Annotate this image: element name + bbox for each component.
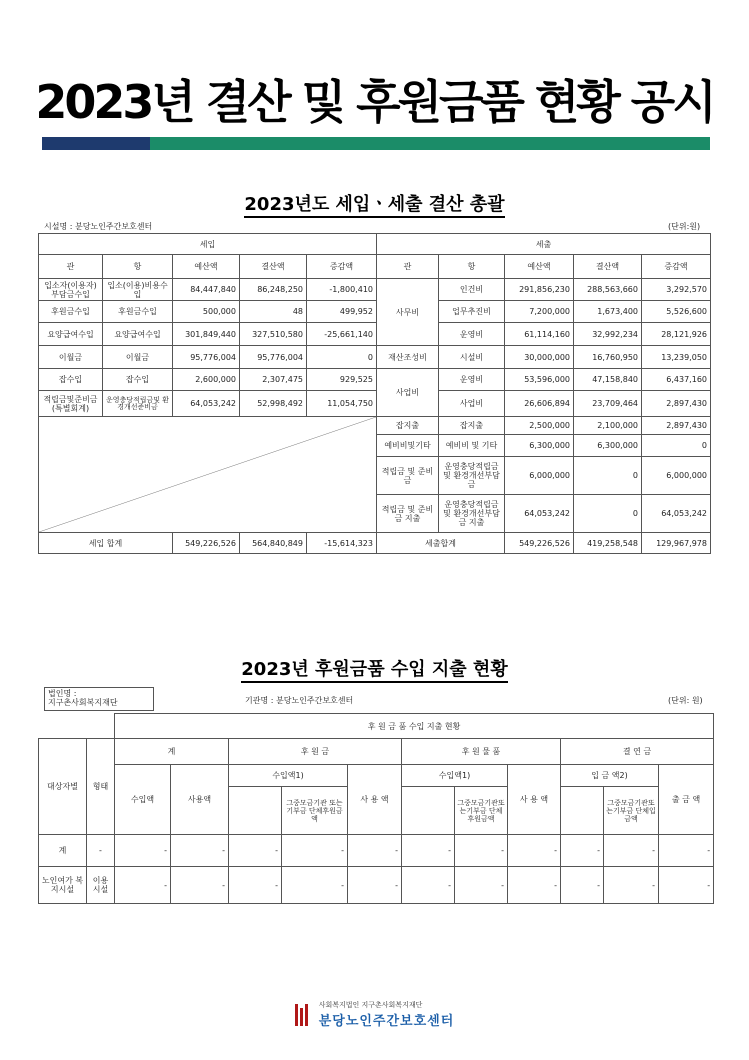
expense-diff: 2,897,430 xyxy=(642,417,711,435)
expense-hang: 운영충당적립금 및 환경개선부담금 지출 xyxy=(439,495,505,533)
cell: - xyxy=(455,835,508,867)
group-settle: 결 연 금 xyxy=(561,739,714,765)
revenue-total-diff: -15,614,323 xyxy=(307,533,377,554)
expense-hang: 사업비 xyxy=(439,391,505,417)
corp-name: 지구촌사회복지재단 xyxy=(48,698,118,707)
revenue-gwan: 요양급여수입 xyxy=(39,323,103,346)
expense-header: 세출 xyxy=(377,234,711,255)
cell: - xyxy=(348,835,402,867)
cell: - xyxy=(561,867,604,904)
table-row xyxy=(39,301,711,323)
diagonal-line xyxy=(39,417,376,532)
cell: - xyxy=(171,867,229,904)
expense-hang: 예비비 및 기타 xyxy=(439,435,505,457)
table-row xyxy=(39,391,711,417)
expense-budget: 53,596,000 xyxy=(505,369,574,391)
money-income: 수입액1) xyxy=(229,765,348,787)
cell: - xyxy=(115,835,171,867)
revenue-settled: 52,998,492 xyxy=(240,391,307,417)
money-income-blank xyxy=(229,787,282,835)
revenue-total-label: 세입 합계 xyxy=(39,533,173,554)
expense-gwan: 사업비 xyxy=(377,369,439,417)
table-row xyxy=(39,323,711,346)
revenue-hang: 운영충당적립금및 환경개선준비금 xyxy=(103,391,173,417)
table-row xyxy=(39,417,711,435)
col-target: 대상자별 xyxy=(39,739,87,835)
money-use: 사 용 액 xyxy=(348,765,402,835)
foundation-logo-icon xyxy=(295,1004,313,1026)
cell: - xyxy=(659,835,714,867)
settlement-title: 2023년도 세입ㆍ세출 결산 총괄 xyxy=(0,190,749,216)
row-target: 노인여가 복지시설 xyxy=(39,867,87,904)
unit-label: (단위: 원) xyxy=(668,696,703,705)
settle-out: 출 금 액 xyxy=(659,765,714,835)
corp-box xyxy=(44,687,154,711)
expense-gwan: 적립금 및 준비금 xyxy=(377,457,439,495)
facility-name: 시설명 : 분당노인주간보호센터 xyxy=(44,222,153,231)
group-money: 후 원 금 xyxy=(229,739,402,765)
row-type: - xyxy=(87,835,115,867)
col-header: 항 xyxy=(439,255,505,279)
revenue-diff: 0 xyxy=(307,346,377,369)
expense-gwan: 적립금 및 준비금 지출 xyxy=(377,495,439,533)
revenue-settled: 95,776,004 xyxy=(240,346,307,369)
expense-diff: 2,897,430 xyxy=(642,391,711,417)
column-header-row xyxy=(39,255,711,279)
col-header: 관 xyxy=(39,255,103,279)
row-target: 계 xyxy=(39,835,87,867)
corp-label: 법인명 : xyxy=(48,689,77,698)
revenue-settled: 327,510,580 xyxy=(240,323,307,346)
revenue-total-budget: 549,226,526 xyxy=(173,533,240,554)
cell: - xyxy=(604,835,659,867)
revenue-total-settled: 564,840,849 xyxy=(240,533,307,554)
expense-diff: 6,000,000 xyxy=(642,457,711,495)
revenue-hang: 후원금수입 xyxy=(103,301,173,323)
revenue-budget: 84,447,840 xyxy=(173,279,240,301)
expense-settled: 23,709,464 xyxy=(574,391,642,417)
expense-diff: 64,053,242 xyxy=(642,495,711,533)
expense-gwan: 예비비및기타 xyxy=(377,435,439,457)
cell: - xyxy=(402,867,455,904)
cell: - xyxy=(229,835,282,867)
expense-hang: 운영비 xyxy=(439,369,505,391)
expense-hang: 잡지출 xyxy=(439,417,505,435)
empty-diagonal-cell xyxy=(39,417,377,533)
expense-settled: 6,300,000 xyxy=(574,435,642,457)
expense-hang: 업무추진비 xyxy=(439,301,505,323)
revenue-gwan: 이월금 xyxy=(39,346,103,369)
expense-total-budget: 549,226,526 xyxy=(505,533,574,554)
cell: - xyxy=(659,867,714,904)
expense-diff: 6,437,160 xyxy=(642,369,711,391)
revenue-hang: 요양급여수입 xyxy=(103,323,173,346)
group-goods: 후 원 물 품 xyxy=(402,739,561,765)
table-row xyxy=(39,369,711,391)
donations-main-header: 후 원 금 품 수입 지출 현황 xyxy=(115,714,714,739)
corner-blank xyxy=(39,714,87,739)
goods-org-note: 그중모금기관또는기부금 단체후원금액 xyxy=(455,787,508,835)
expense-hang: 시설비 xyxy=(439,346,505,369)
revenue-budget: 95,776,004 xyxy=(173,346,240,369)
corner-blank xyxy=(87,714,115,739)
expense-settled: 0 xyxy=(574,457,642,495)
cell: - xyxy=(508,835,561,867)
donations-table xyxy=(38,713,714,904)
revenue-budget: 64,053,242 xyxy=(173,391,240,417)
col-header: 예산액 xyxy=(173,255,240,279)
cell: - xyxy=(604,867,659,904)
cell: - xyxy=(455,867,508,904)
revenue-gwan: 후원금수입 xyxy=(39,301,103,323)
expense-diff: 13,239,050 xyxy=(642,346,711,369)
cell: - xyxy=(508,867,561,904)
settle-income-blank xyxy=(561,787,604,835)
expense-diff: 5,526,600 xyxy=(642,301,711,323)
expense-budget: 2,500,000 xyxy=(505,417,574,435)
expense-total-settled: 419,258,548 xyxy=(574,533,642,554)
expense-budget: 6,300,000 xyxy=(505,435,574,457)
expense-total-label: 세출합계 xyxy=(377,533,505,554)
col-header: 증감액 xyxy=(642,255,711,279)
col-header: 증감액 xyxy=(307,255,377,279)
revenue-budget: 2,600,000 xyxy=(173,369,240,391)
group-total: 계 xyxy=(115,739,229,765)
expense-hang: 운영비 xyxy=(439,323,505,346)
footer-org: 사회복지법인 지구촌사회복지재단 xyxy=(318,1001,423,1009)
revenue-hang: 입소(이용)비용수입 xyxy=(103,279,173,301)
totals-row xyxy=(39,533,711,554)
expense-gwan: 사무비 xyxy=(377,279,439,346)
col-header: 결산액 xyxy=(240,255,307,279)
cell: - xyxy=(282,867,348,904)
revenue-diff: 929,525 xyxy=(307,369,377,391)
expense-budget: 61,114,160 xyxy=(505,323,574,346)
expense-budget: 291,856,230 xyxy=(505,279,574,301)
expense-budget: 6,000,000 xyxy=(505,457,574,495)
expense-budget: 64,053,242 xyxy=(505,495,574,533)
expense-settled: 47,158,840 xyxy=(574,369,642,391)
revenue-gwan: 잡수입 xyxy=(39,369,103,391)
expense-hang: 인건비 xyxy=(439,279,505,301)
revenue-settled: 86,248,250 xyxy=(240,279,307,301)
expense-budget: 7,200,000 xyxy=(505,301,574,323)
expense-settled: 1,673,400 xyxy=(574,301,642,323)
revenue-diff: 499,952 xyxy=(307,301,377,323)
title-underline-navy xyxy=(42,137,150,150)
cell: - xyxy=(402,835,455,867)
expense-gwan: 재산조성비 xyxy=(377,346,439,369)
expense-settled: 2,100,000 xyxy=(574,417,642,435)
cell: - xyxy=(348,867,402,904)
expense-settled: 32,992,234 xyxy=(574,323,642,346)
page-title: 2023년 결산 및 후원금품 현황 공시 xyxy=(35,75,714,129)
goods-income-blank xyxy=(402,787,455,835)
money-org-note: 그중모금기관 또는기부금 단체후원금액 xyxy=(282,787,348,835)
footer-center-name: 분당노인주간보호센터 xyxy=(318,1014,455,1029)
expense-diff: 0 xyxy=(642,435,711,457)
expense-total-diff: 129,967,978 xyxy=(642,533,711,554)
settlement-table xyxy=(38,233,711,554)
revenue-budget: 301,849,440 xyxy=(173,323,240,346)
col-header: 결산액 xyxy=(574,255,642,279)
col-header: 예산액 xyxy=(505,255,574,279)
expense-settled: 288,563,660 xyxy=(574,279,642,301)
revenue-hang: 이월금 xyxy=(103,346,173,369)
unit-label: (단위:원) xyxy=(668,222,701,231)
expense-gwan: 잡지출 xyxy=(377,417,439,435)
table-row xyxy=(39,867,714,904)
revenue-diff: 11,054,750 xyxy=(307,391,377,417)
revenue-diff: -25,661,140 xyxy=(307,323,377,346)
cell: - xyxy=(561,835,604,867)
agency-name: 기관명 : 분당노인주간보호센터 xyxy=(245,696,354,705)
settle-income: 입 금 액2) xyxy=(561,765,659,787)
table-row xyxy=(39,279,711,301)
footer xyxy=(0,1000,749,1030)
col-type: 형태 xyxy=(87,739,115,835)
revenue-settled: 2,307,475 xyxy=(240,369,307,391)
revenue-hang: 잡수입 xyxy=(103,369,173,391)
goods-use: 사 용 액 xyxy=(508,765,561,835)
expense-settled: 0 xyxy=(574,495,642,533)
revenue-gwan: 입소자(이용자)부담금수입 xyxy=(39,279,103,301)
expense-diff: 3,292,570 xyxy=(642,279,711,301)
col-header: 항 xyxy=(103,255,173,279)
cell: - xyxy=(229,867,282,904)
table-row xyxy=(39,835,714,867)
total-income: 수입액 xyxy=(115,765,171,835)
total-expense: 사용액 xyxy=(171,765,229,835)
cell: - xyxy=(115,867,171,904)
donations-title: 2023년 후원금품 수입 지출 현황 xyxy=(0,655,749,681)
settle-org-note: 그중모금기관또는기부금 단체입금액 xyxy=(604,787,659,835)
expense-settled: 16,760,950 xyxy=(574,346,642,369)
table-row xyxy=(39,346,711,369)
expense-hang: 운영충당적립금 및 환경개선부담금 xyxy=(439,457,505,495)
expense-budget: 30,000,000 xyxy=(505,346,574,369)
cell: - xyxy=(282,835,348,867)
col-header: 관 xyxy=(377,255,439,279)
cell: - xyxy=(171,835,229,867)
row-type: 이용 시설 xyxy=(87,867,115,904)
goods-income: 수입액1) xyxy=(402,765,508,787)
title-underline-teal xyxy=(150,137,710,150)
revenue-gwan: 적립금및준비금(특별회계) xyxy=(39,391,103,417)
revenue-diff: -1,800,410 xyxy=(307,279,377,301)
revenue-budget: 500,000 xyxy=(173,301,240,323)
revenue-settled: 48 xyxy=(240,301,307,323)
expense-diff: 28,121,926 xyxy=(642,323,711,346)
revenue-header: 세입 xyxy=(39,234,377,255)
expense-budget: 26,606,894 xyxy=(505,391,574,417)
